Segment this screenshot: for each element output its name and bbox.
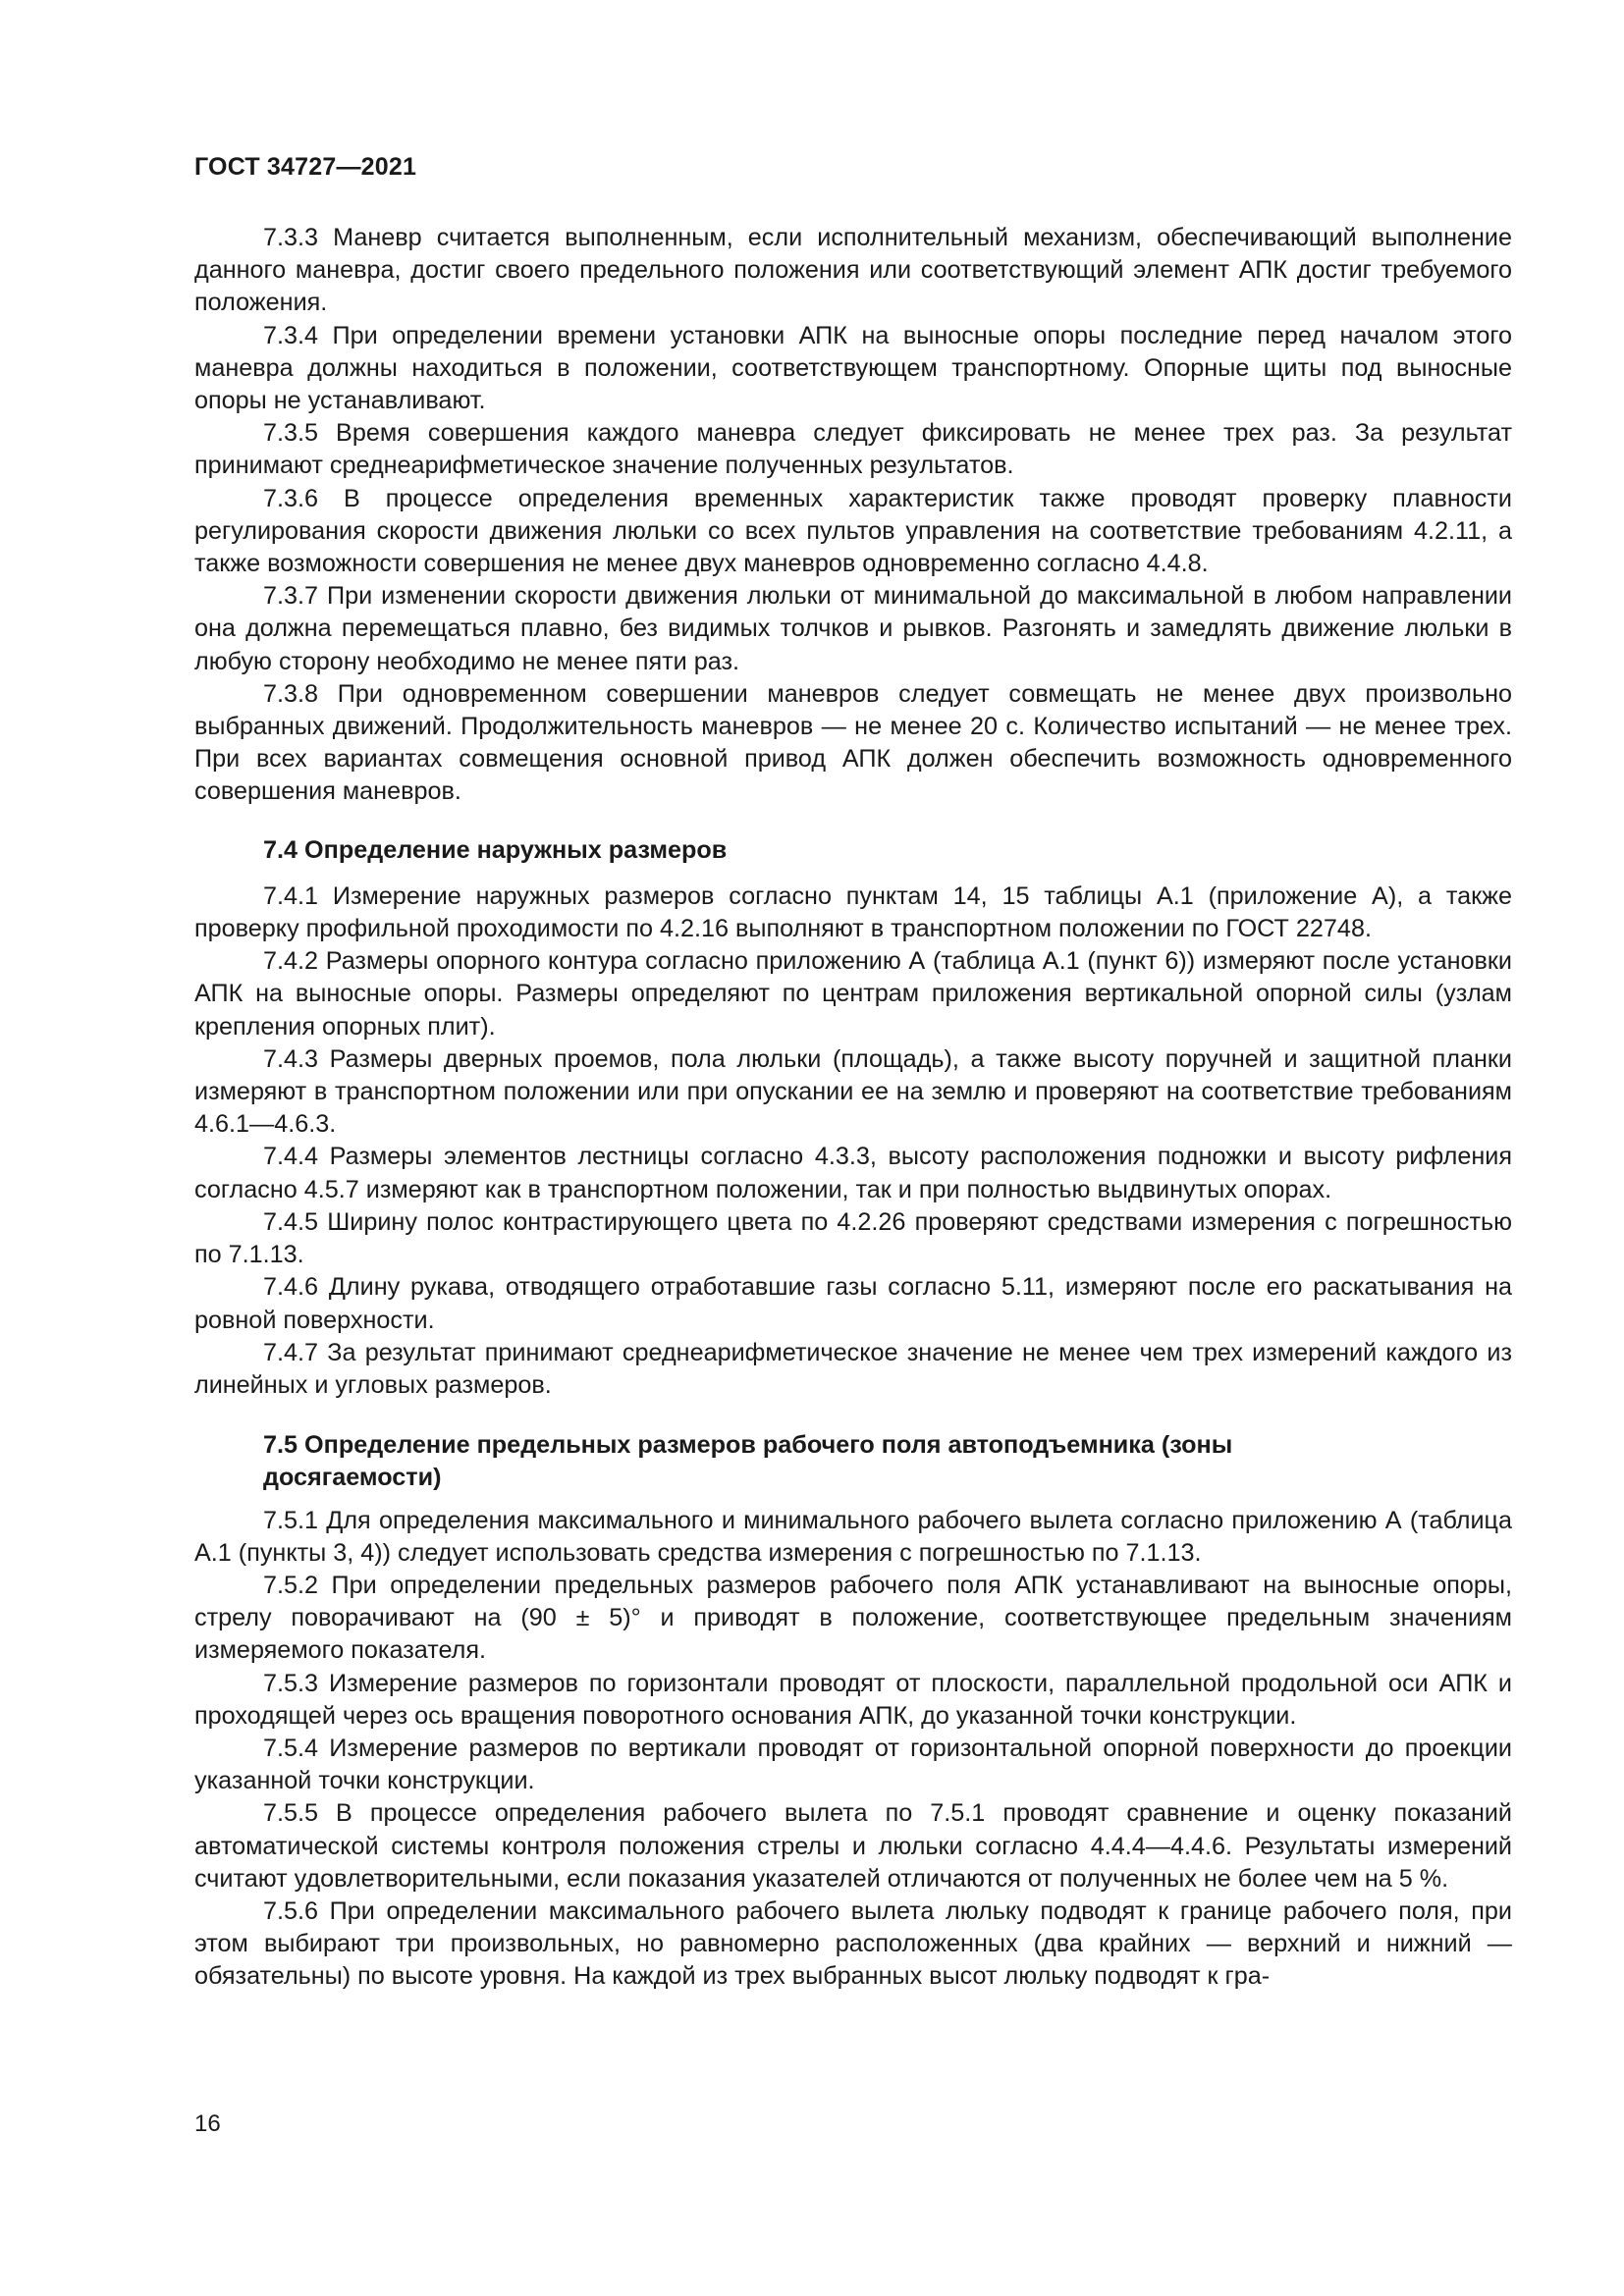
paragraph-7-3-6: 7.3.6 В процессе определения временных характеристик также проводят проверку плавности регулирования скорости движения люльки со всех пультов управления на соответствие требованиям 4.2.11, а также возможности совершения не менее двух маневров одновременно согласно 4.4.8. bbox=[194, 484, 1512, 578]
paragraph-7-5-6: 7.5.6 При определении максимального рабочего вылета люльку подводят к границе рабочего поля, при этом выбирают три произвольных, но равномерно расположенных (два крайних — верхний и нижний — обязательны) по высоте уровня. На каждой из трех выбранных высот люльку подводят к гра- bbox=[194, 1896, 1512, 1991]
page-number: 16 bbox=[194, 2110, 221, 2137]
paragraph-7-3-8: 7.3.8 При одновременном совершении маневров следует совмещать не менее двух произвольно выбранных движений. Продолжительность маневров — не менее 20 с. Количество испытаний — не менее трех. При всех вариантах совмещения основной привод АПК должен обеспечить возможность одновременного совершения маневров. bbox=[194, 679, 1512, 806]
paragraph-7-4-3: 7.4.3 Размеры дверных проемов, пола люльки (площадь), а также высоту поручней и защитной планки измеряют в транспортном положении или при опускании ее на землю и проверяют на соответствие требованиям 4.6.1—4.6.3. bbox=[194, 1044, 1512, 1139]
document-header: ГОСТ 34727—2021 bbox=[194, 153, 417, 181]
paragraph-7-5-1: 7.5.1 Для определения максимального и минимального рабочего вылета согласно приложению А (таблица А.1 (пункты 3, 4)) следует использовать средства измерения с погрешностью по 7.1.13. bbox=[194, 1506, 1512, 1567]
paragraph-7-4-7: 7.4.7 За результат принимают среднеарифметическое значение не менее чем трех измерений каждого из линейных и угловых размеров. bbox=[194, 1338, 1512, 1399]
page-content bbox=[194, 222, 1512, 1994]
section-heading-7-5: 7.5 Определение предельных размеров рабочего поля автоподъемника (зоны досягаемости) bbox=[263, 1431, 1233, 1492]
paragraph-7-3-5: 7.3.5 Время совершения каждого маневра следует фиксировать не менее трех раз. За результат принимают среднеарифметическое значение полученных результатов. bbox=[194, 419, 1512, 480]
paragraph-7-5-4: 7.5.4 Измерение размеров по вертикали проводят от горизонтальной опорной поверхности до проекции указанной точки конструкции. bbox=[194, 1734, 1512, 1795]
paragraph-7-3-7: 7.3.7 При изменении скорости движения люльки от минимальной до максимальной в любом направлении она должна перемещаться плавно, без видимых толчков и рывков. Разгонять и замедлять движение люльки в любую сторону необходимо не менее пяти раз. bbox=[194, 582, 1512, 675]
section-heading-7-4: 7.4 Определение наружных размеров bbox=[263, 835, 728, 864]
paragraph-7-5-3: 7.5.3 Измерение размеров по горизонтали проводят от плоскости, параллельной продольной оси АПК и проходящей через ось вращения поворотного основания АПК, до указанной точки конструкции. bbox=[194, 1669, 1512, 1730]
paragraph-7-3-3: 7.3.3 Маневр считается выполненным, если исполнительный механизм, обеспечивающий выполнение данного маневра, достиг своего предельного положения или соответствующий элемент АПК достиг требуемого положения. bbox=[194, 224, 1512, 317]
paragraph-7-4-5: 7.4.5 Ширину полос контрастирующего цвета по 4.2.26 проверяют средствами измерения с погрешностью по 7.1.13. bbox=[194, 1207, 1512, 1269]
paragraph-7-3-4: 7.3.4 При определении времени установки АПК на выносные опоры последние перед началом этого маневра должны находиться в положении, соответствующем транспортному. Опорные щиты под выносные опоры не устанавливают. bbox=[194, 321, 1512, 415]
paragraph-7-4-2: 7.4.2 Размеры опорного контура согласно приложению А (таблица А.1 (пункт 6)) измеряют после установки АПК на выносные опоры. Размеры определяют по центрам приложения вертикальной опорной силы (узлам крепления опорных плит). bbox=[194, 947, 1512, 1041]
paragraph-7-4-1: 7.4.1 Измерение наружных размеров согласно пунктам 14, 15 таблицы А.1 (приложение А), а также проверку профильной проходимости по 4.2.16 выполняют в транспортном положении по ГОСТ 22748. bbox=[194, 881, 1512, 943]
paragraph-7-4-6: 7.4.6 Длину рукава, отводящего отработавшие газы согласно 5.11, измеряют после его раскатывания на ровной поверхности. bbox=[194, 1273, 1512, 1334]
paragraph-7-5-5: 7.5.5 В процессе определения рабочего вылета по 7.5.1 проводят сравнение и оценку показаний автоматической системы контроля положения стрелы и люльки согласно 4.4.4—4.4.6. Результаты измерений считают удовлетворительными, если показания указателей отличаются от полученных не более чем на 5 %. bbox=[194, 1799, 1512, 1893]
paragraph-7-4-4: 7.4.4 Размеры элементов лестницы согласно 4.3.3, высоту расположения подножки и высоту рифления согласно 4.5.7 измеряют как в транспортном положении, так и при полностью выдвинутых опорах. bbox=[194, 1143, 1512, 1203]
paragraph-7-5-2: 7.5.2 При определении предельных размеров рабочего поля АПК устанавливают на выносные опоры, стрелу поворачивают на (90 ± 5)° и приводят в положение, соответствующее предельным значениям измеряемого показателя. bbox=[194, 1571, 1512, 1665]
